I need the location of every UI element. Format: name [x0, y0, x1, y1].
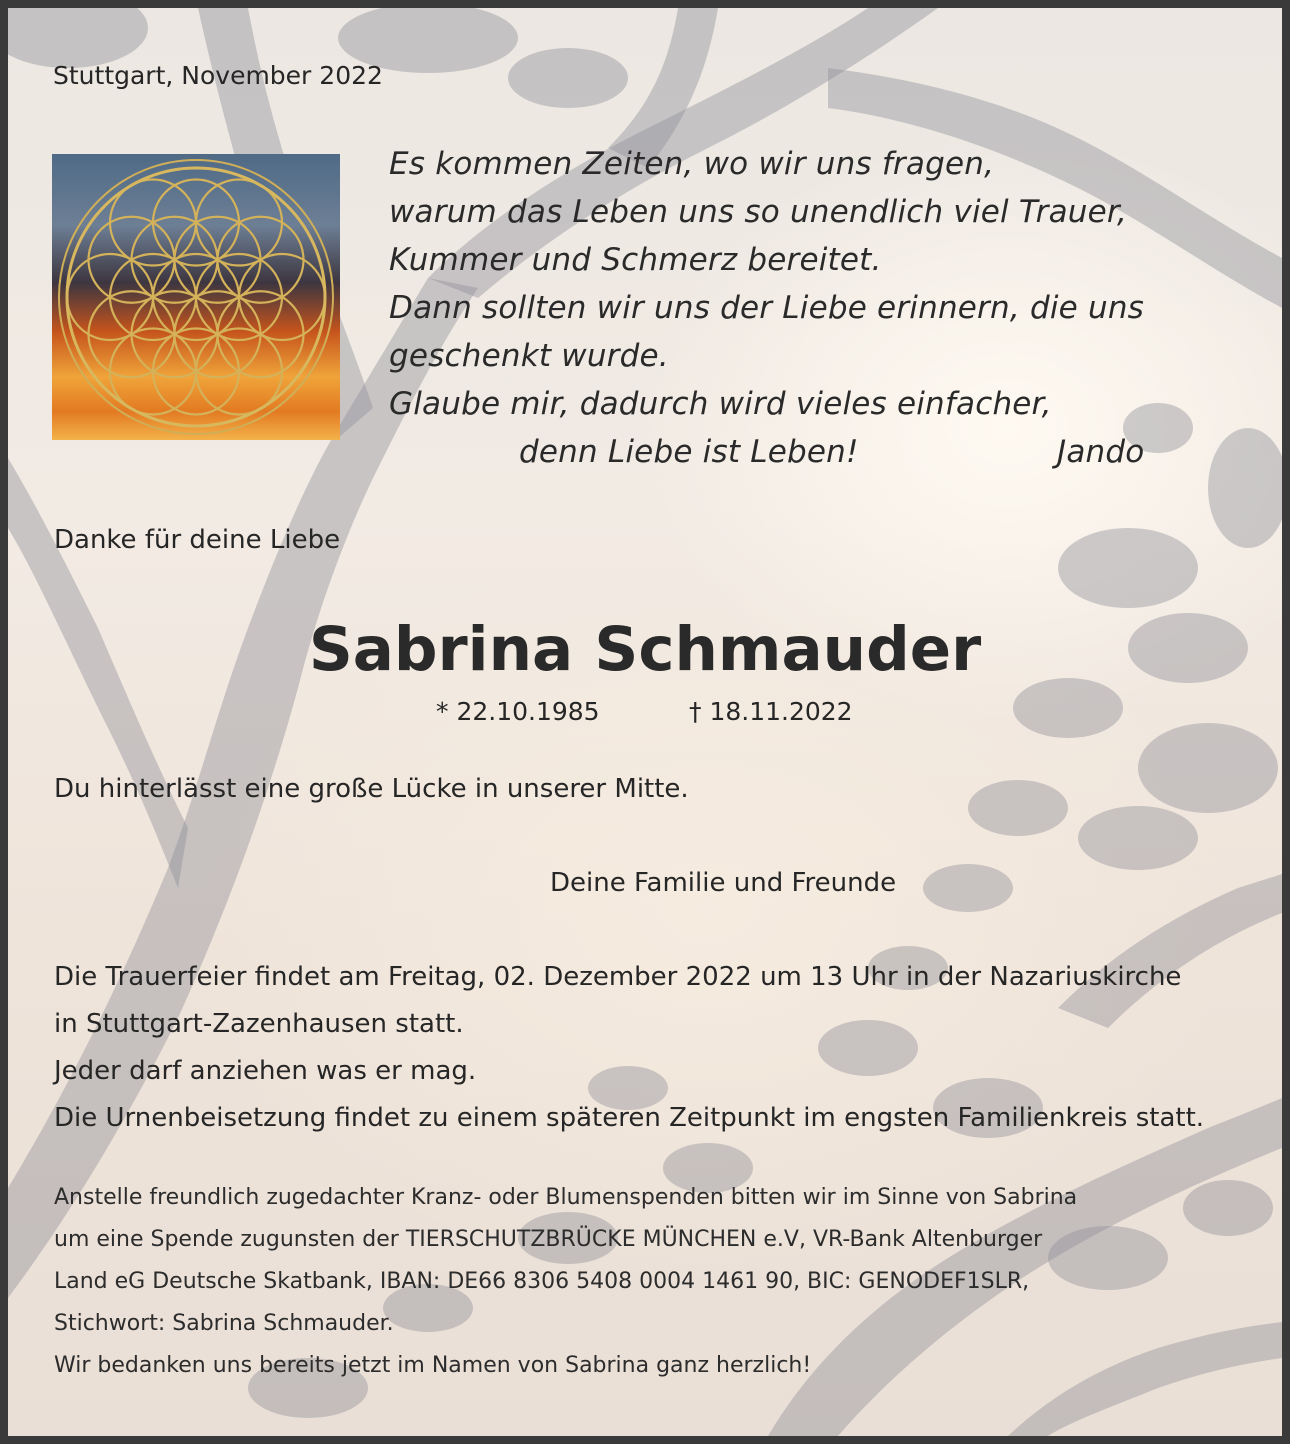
donation-line: Stichwort: Sabrina Schmauder.: [54, 1311, 394, 1336]
poem-author: Jando: [1057, 434, 1145, 470]
flower-of-life-icon: [52, 154, 340, 440]
donation-line: Land eG Deutsche Skatbank, IBAN: DE66 8306 5408 0004 1461 90, BIC: GENODEF1SLR,: [54, 1269, 1030, 1294]
ceremony-line: Die Trauerfeier findet am Freitag, 02. Dezember 2022 um 13 Uhr in der Nazariuskirche: [54, 962, 1182, 992]
poem-line: Dann sollten wir uns der Liebe erinnern, die uns: [389, 290, 1145, 326]
birth-date: * 22.10.1985: [436, 697, 600, 726]
donation-line: um eine Spende zugunsten der TIERSCHUTZBRÜCKE MÜNCHEN e.V, VR-Bank Altenburger: [54, 1227, 1043, 1252]
donation-info: [54, 1177, 1077, 1387]
ceremony-info: [54, 954, 1204, 1142]
obituary-card: [8, 8, 1282, 1436]
deceased-name: Sabrina Schmauder: [308, 614, 982, 685]
poem: [389, 140, 1209, 476]
ceremony-line: Jeder darf anziehen was er mag.: [54, 1056, 477, 1086]
poem-line: Kummer und Schmerz bereitet.: [389, 242, 882, 278]
poem-closing-line: [389, 428, 1209, 476]
poem-line: warum das Leben uns so unendlich viel Trauer,: [389, 194, 1128, 230]
donation-line: Anstelle freundlich zugedachter Kranz- oder Blumenspenden bitten wir im Sinne von Sabrina: [54, 1185, 1078, 1210]
place-and-date: Stuttgart, November 2022: [53, 61, 383, 90]
poem-line: geschenkt wurde.: [389, 338, 669, 374]
poem-closing: denn Liebe ist Leben!: [519, 434, 859, 470]
donation-line: Wir bedanken uns bereits jetzt im Namen von Sabrina ganz herzlich!: [54, 1353, 812, 1378]
family-signature: Deine Familie und Freunde: [550, 868, 897, 898]
ceremony-line: in Stuttgart-Zazenhausen statt.: [54, 1009, 464, 1039]
farewell-message: Du hinterlässt eine große Lücke in unserer Mitte.: [54, 774, 689, 804]
poem-line: Glaube mir, dadurch wird vieles einfacher,: [389, 386, 1052, 422]
thanks-line: Danke für deine Liebe: [54, 525, 341, 555]
ceremony-line: Die Urnenbeisetzung findet zu einem späteren Zeitpunkt im engsten Familienkreis statt.: [54, 1103, 1205, 1133]
poem-line: Es kommen Zeiten, wo wir uns fragen,: [389, 146, 995, 182]
death-date: † 18.11.2022: [689, 697, 853, 726]
